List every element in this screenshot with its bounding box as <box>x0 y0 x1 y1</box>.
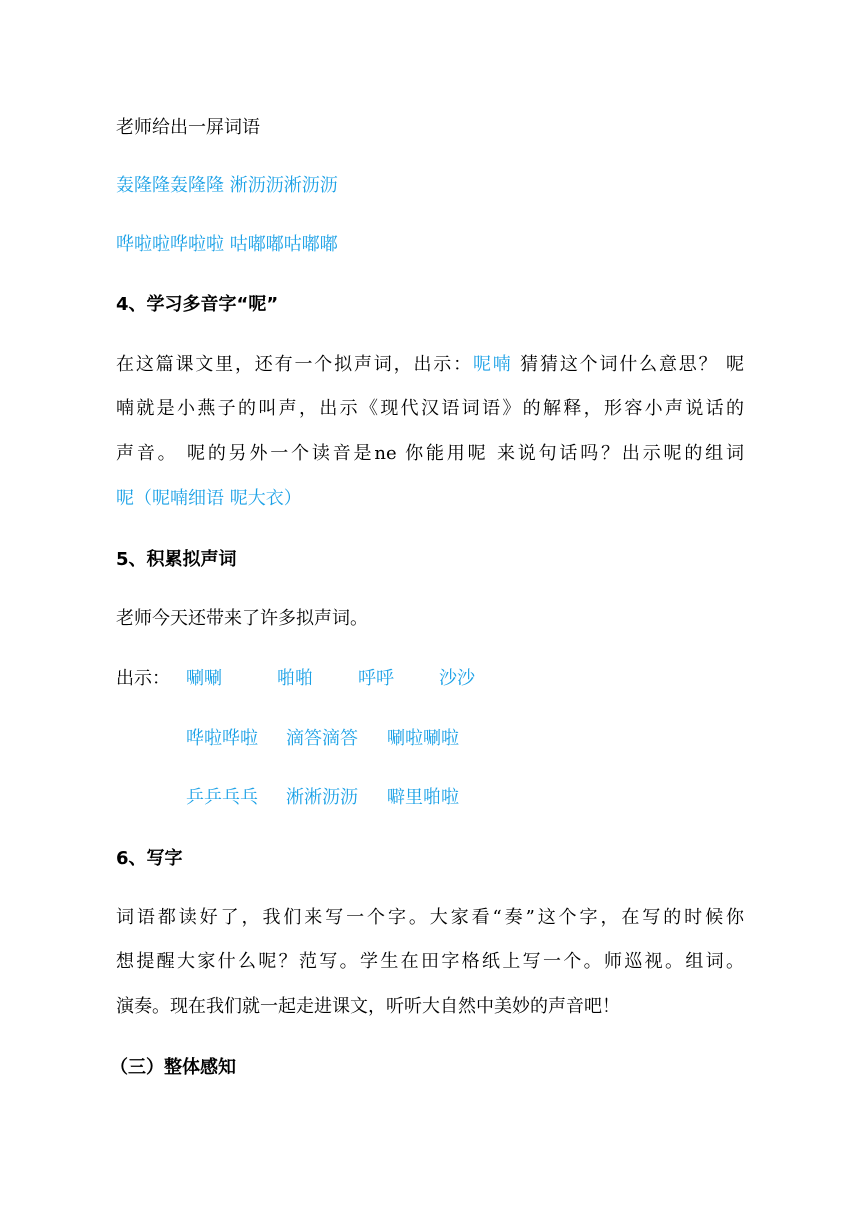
onomatopoeia-word: 噼里啪啦 <box>387 787 459 808</box>
onomatopoeia-word: 沙沙 <box>439 668 475 689</box>
onomatopoeia-word: 啪啪 <box>277 668 313 689</box>
paragraph-text: 猜猜这个词什么意思？ 呢 <box>512 354 745 375</box>
section-4-word-group: 呢（呢喃细语 呢大衣） <box>116 488 302 509</box>
onomatopoeia-word: 滴答滴答 <box>286 728 358 749</box>
section-6-paragraph-line-1: 词语都读好了，我们来写一个字。大家看“奏”这个字，在写的时候你 <box>116 907 744 928</box>
words-row-1: 轰隆隆轰隆隆 淅沥沥淅沥沥 <box>116 175 338 196</box>
section-6-paragraph-line-3: 演奏。现在我们就一起走进课文，听听大自然中美妙的声音吧！ <box>116 996 620 1017</box>
section-5-intro: 老师今天还带来了许多拟声词。 <box>116 608 368 629</box>
section-4-paragraph-line-2: 喃就是小燕子的叫声，出示《现代汉语词语》的解释，形容小声说话的 <box>116 398 744 419</box>
section-6-heading: 6、写字 <box>116 848 183 869</box>
onomatopoeia-word: 唰唰 <box>186 668 222 689</box>
section-5-label: 出示： <box>116 668 170 689</box>
paragraph-text: 在这篇课文里，还有一个拟声词，出示： <box>116 354 473 375</box>
section-3-heading: （三）整体感知 <box>110 1057 236 1078</box>
section-4-heading: 4、学习多音字“呢” <box>116 294 279 315</box>
highlight-word: 呢喃 <box>472 354 513 375</box>
onomatopoeia-word: 唰啦唰啦 <box>387 728 459 749</box>
intro-text: 老师给出一屏词语 <box>116 117 260 138</box>
words-row-2: 哗啦啦哗啦啦 咕嘟嘟咕嘟嘟 <box>116 234 338 255</box>
section-4-paragraph-line-3: 声音。 呢的另外一个读音是ne 你能用呢 来说句话吗？出示呢的组词 <box>116 443 744 464</box>
onomatopoeia-word: 乒乒乓乓 <box>186 787 258 808</box>
onomatopoeia-word: 呼呼 <box>358 668 394 689</box>
onomatopoeia-word: 哗啦哗啦 <box>186 728 258 749</box>
onomatopoeia-word: 淅淅沥沥 <box>286 787 358 808</box>
section-4-paragraph-line-1 <box>116 353 744 377</box>
section-6-paragraph-line-2: 想提醒大家什么呢？范写。学生在田字格纸上写一个。师巡视。组词。 <box>116 951 744 972</box>
section-5-heading: 5、积累拟声词 <box>116 549 237 570</box>
